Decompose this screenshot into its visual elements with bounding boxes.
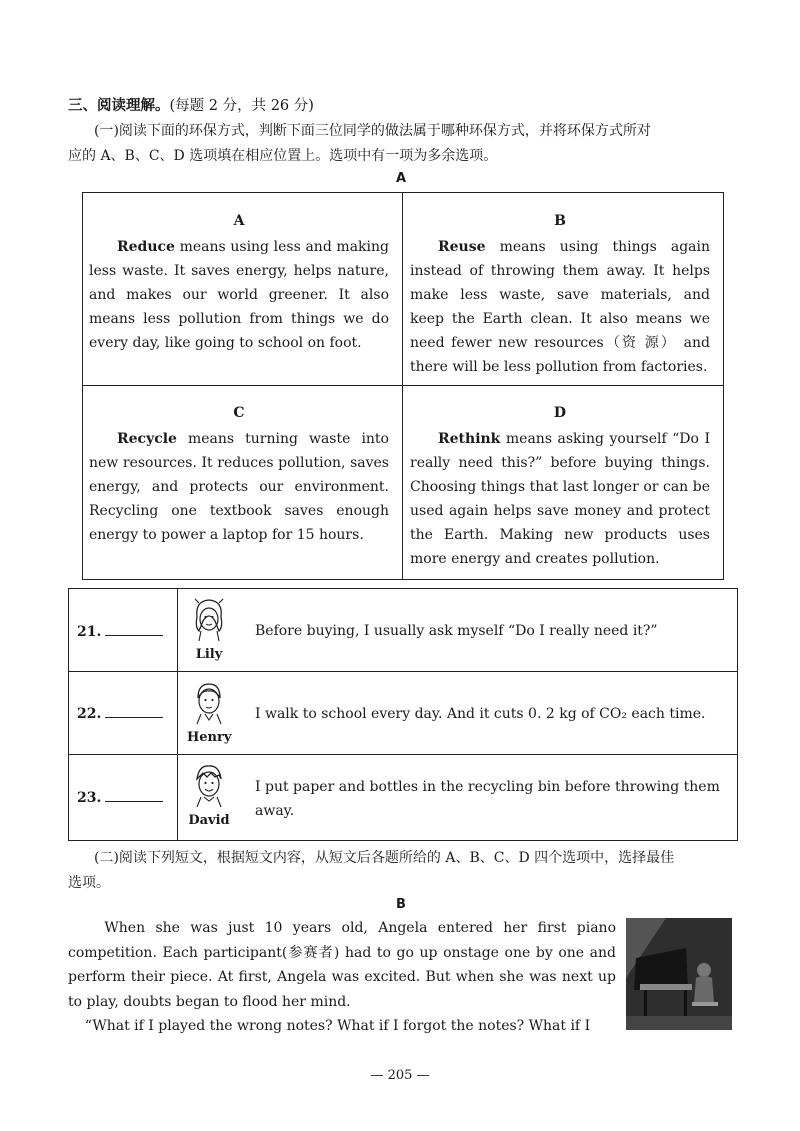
part1-instruction-line1: (一)阅读下面的环保方式，判断下面三位同学的做法属于哪种环保方式，并将环保方式所对 [94, 123, 651, 139]
lily-avatar [187, 595, 231, 662]
table-divider-row [69, 671, 737, 672]
boy-face-icon [189, 678, 229, 726]
passage-a-label: A [396, 171, 407, 186]
box-letter: D [553, 405, 567, 421]
piano-photo-image [626, 918, 732, 1030]
question-22-number: 22. [77, 705, 163, 722]
section-heading [68, 94, 314, 115]
table-divider-row [69, 754, 737, 755]
box-text: means turning waste into new resources. It reduces pollution, saves energy, and protects our environment. Recycling one textbook saves enough energy to power a laptop for 15 hours. [89, 431, 389, 543]
section-score: (每题 2 分，共 26 分) [169, 98, 314, 114]
henry-avatar [187, 678, 231, 745]
section-title: 三、阅读理解。 [68, 97, 170, 114]
answer-blank-23[interactable] [105, 789, 163, 802]
definition-box-c [89, 401, 389, 547]
boy-face-icon [189, 761, 229, 809]
piano-performance-photo [626, 918, 732, 1030]
david-avatar [187, 761, 231, 828]
page-number: — 205 — [370, 1068, 430, 1083]
student-answer-table [68, 588, 738, 841]
passage-paragraph-2: “What if I played the wrong notes? What if I forgot the notes? What if I [84, 1018, 591, 1034]
box-keyword: Rethink [438, 431, 501, 447]
box-text: means using less and making less waste. It saves energy, helps nature, and makes our world greener. It also means less pollution from things we do every day, like going to school on foot. [89, 239, 389, 351]
girl-face-icon [189, 595, 229, 643]
box-letter: B [554, 213, 566, 229]
student-name: David [188, 813, 230, 828]
student-statement: I walk to school every day. And it cuts 0. 2 kg of CO₂ each time. [255, 706, 706, 722]
answer-blank-21[interactable] [105, 623, 163, 636]
answer-blank-22[interactable] [105, 705, 163, 718]
grid-divider-vertical [402, 193, 403, 579]
question-21-number: 21. [77, 623, 163, 640]
student-name: Lily [195, 647, 223, 662]
definition-box-b [410, 209, 710, 379]
grid-divider-horizontal [83, 385, 723, 386]
box-text: means using things again instead of throwing them away. It helps make less waste, save materials, and keep the Earth clean. It also means we need fewer new resources（资 源） and there will be less pollution from factories. [410, 239, 710, 375]
box-letter: A [233, 213, 245, 229]
box-letter: C [233, 405, 245, 421]
part2-instruction-line1: (二)阅读下列短文，根据短文内容，从短文后各题所给的 A、B、C、D 四个选项中，选择最佳 [94, 850, 675, 866]
box-keyword: Reduce [117, 239, 175, 255]
definition-box-d [410, 401, 710, 571]
definitions-grid [82, 192, 724, 580]
part1-instruction-line2: 应的 A、B、C、D 选项填在相应位置上。选项中有一项为多余选项。 [68, 148, 498, 164]
passage-paragraph-1: When she was just 10 years old, Angela entered her first piano competition. Each participant(参赛者) had to go up onstage one by one and perform their piece. At first, Angela was excited. But when she was next up to play, doubts began to flood her mind. [68, 920, 616, 1010]
box-keyword: Recycle [117, 431, 177, 447]
student-name: Henry [187, 730, 232, 745]
student-statement: I put paper and bottles in the recycling bin before throwing them away. [255, 779, 720, 819]
passage-b-label: B [396, 897, 406, 912]
student-statement: Before buying, I usually ask myself “Do I really need it?” [255, 623, 658, 639]
definition-box-a [89, 209, 389, 355]
box-text: means asking yourself “Do I really need this?” before buying things. Choosing things that last longer or can be used again helps save money and protect the Earth. Making new products uses more energy and creates pollution. [410, 431, 710, 567]
table-divider-vertical [177, 589, 178, 840]
part2-instruction-line2: 选项。 [68, 875, 110, 891]
question-23-number: 23. [77, 789, 163, 806]
box-keyword: Reuse [438, 239, 486, 255]
